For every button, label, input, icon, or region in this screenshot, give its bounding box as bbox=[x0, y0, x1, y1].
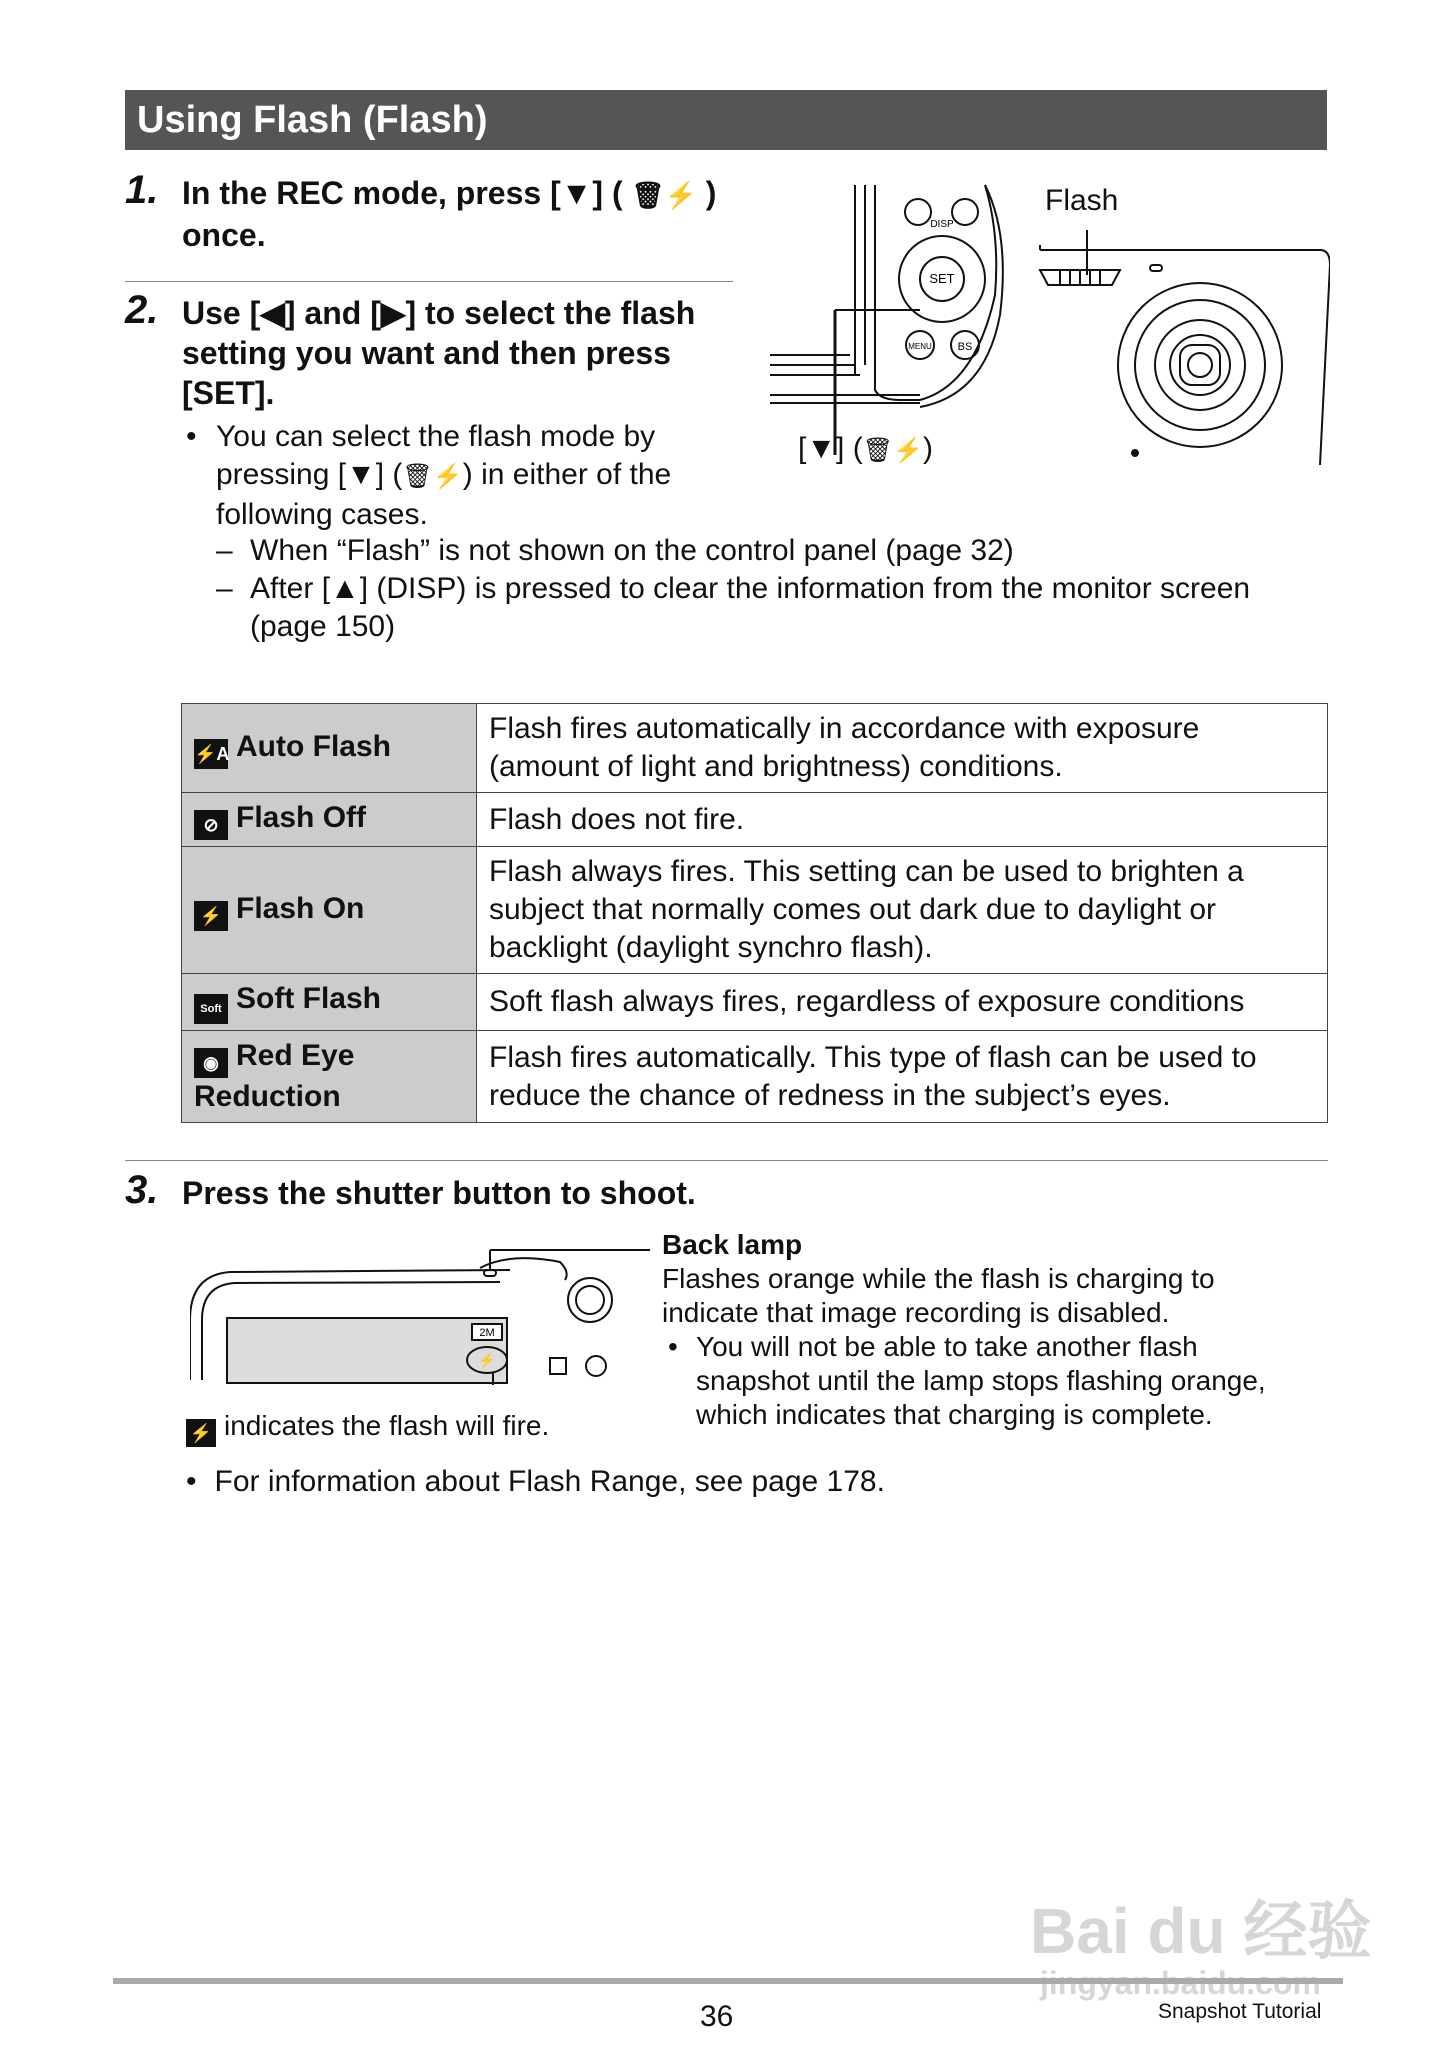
back-lamp-bullet-3: which indicates that charging is complete. bbox=[696, 1399, 1213, 1430]
step-2-text bbox=[182, 293, 742, 413]
mode-name: Flash On bbox=[236, 891, 365, 925]
mode-desc: reduce the chance of redness in the subject’s eyes. bbox=[489, 1078, 1171, 1112]
set-label: SET bbox=[929, 271, 955, 286]
trash-flash-icon: 🗑⚡ bbox=[402, 463, 463, 490]
back-lamp-desc-2: indicate that image recording is disabled. bbox=[662, 1297, 1170, 1328]
back-lamp-title: Back lamp bbox=[662, 1229, 803, 1260]
step-2-line2: setting you want and then press bbox=[182, 335, 671, 371]
back-lamp-diagram bbox=[190, 1240, 650, 1385]
down-button-callout bbox=[798, 430, 933, 470]
mode-desc: Flash fires automatically. This type of flash can be used to bbox=[489, 1040, 1257, 1074]
dash-item-1: When “Flash” is not shown on the control panel (page 32) bbox=[250, 534, 1014, 567]
mode-desc: backlight (daylight synchro flash). bbox=[489, 931, 933, 964]
flash-mode-table bbox=[181, 703, 1328, 1123]
flash-range-text: For information about Flash Range, see page 178. bbox=[214, 1465, 885, 1498]
back-lamp-bullet-2: snapshot until the lamp stops flashing orange, bbox=[696, 1365, 1266, 1396]
footer-rule bbox=[113, 1978, 1343, 1984]
step-2-line3: [SET]. bbox=[182, 375, 275, 411]
flash-range-note: • For information about Flash Range, see page 178. bbox=[186, 1465, 885, 1498]
section-header: Using Flash (Flash) bbox=[125, 90, 1327, 150]
svg-text:2M: 2M bbox=[479, 1327, 495, 1339]
step-1-line1: In the REC mode, press [▼] ( bbox=[182, 175, 623, 211]
mode-name: Flash Off bbox=[236, 801, 367, 834]
step-3-number: 3. bbox=[125, 1168, 159, 1212]
step-2-line1: Use [◀] and [▶] to select the flash bbox=[182, 295, 696, 331]
mode-name: Reduction bbox=[194, 1080, 341, 1113]
step-1-number: 1. bbox=[125, 168, 159, 212]
dash-list: – When “Flash” is not shown on the control panel (page 32) – After [▲] (DISP) is pressed to clear the information from the monitor screen (page 150) bbox=[216, 534, 1251, 643]
step-3-text: Press the shutter button to shoot. bbox=[182, 1175, 696, 1211]
flash-on-icon: ⚡ bbox=[186, 1419, 216, 1447]
soft-flash-icon: Soft bbox=[194, 994, 228, 1024]
table-row bbox=[182, 1031, 1328, 1123]
step-2-bullet: • You can select the flash mode by pressing [▼] (🗑⚡) in either of the following cases. bbox=[186, 420, 672, 531]
dash-item-2b: (page 150) bbox=[250, 610, 396, 643]
down-button-label-end: ) bbox=[923, 432, 934, 465]
table-row bbox=[182, 704, 1328, 793]
trash-flash-icon: 🗑⚡ bbox=[862, 437, 924, 464]
bs-label: BS bbox=[957, 341, 973, 353]
mode-desc: Soft flash always fires, regardless of exposure conditions bbox=[489, 985, 1245, 1018]
baidu-watermark-logo: Bai du 经验 bbox=[1030, 1895, 1372, 1967]
dash-item-2a: After [▲] (DISP) is pressed to clear the information from the monitor screen bbox=[250, 572, 1251, 605]
mode-desc: Flash fires automatically in accordance with exposure bbox=[489, 712, 1200, 745]
disp-label: DISP bbox=[930, 219, 954, 230]
step-2-number: 2. bbox=[125, 288, 159, 332]
menu-label: MENU bbox=[908, 342, 932, 351]
down-button-label: [▼] ( bbox=[798, 432, 863, 465]
page-number: 36 bbox=[700, 2000, 734, 2033]
mode-name: Auto Flash bbox=[236, 729, 391, 763]
step-1-line2: once. bbox=[182, 217, 266, 253]
bullet-line2-end: ) in either of the bbox=[462, 458, 672, 491]
table-row bbox=[182, 974, 1328, 1031]
mode-desc: (amount of light and brightness) conditions. bbox=[489, 750, 1063, 783]
section-name: Snapshot Tutorial bbox=[1158, 2000, 1322, 2023]
bullet-line3: following cases. bbox=[216, 498, 428, 531]
trash-flash-icon: 🗑⚡ bbox=[631, 180, 697, 210]
mode-name: Red Eye bbox=[236, 1039, 355, 1072]
flash-icon-note-text: indicates the flash will fire. bbox=[224, 1410, 550, 1441]
mode-desc: Flash always fires. This setting can be used to brighten a bbox=[489, 855, 1244, 888]
flash-callout-label: Flash bbox=[1045, 184, 1119, 217]
step-1-text bbox=[182, 173, 742, 255]
back-lamp-bullet-1: You will not be able to take another flash bbox=[696, 1331, 1198, 1362]
flash-icon-note bbox=[186, 1410, 549, 1447]
svg-text:⚡: ⚡ bbox=[478, 1352, 496, 1368]
bullet-line2: pressing [▼] ( bbox=[216, 458, 403, 491]
auto-flash-icon: ⚡A bbox=[194, 739, 228, 769]
step-divider bbox=[125, 1160, 1328, 1161]
mode-desc: subject that normally comes out dark due to daylight or bbox=[489, 893, 1217, 926]
step-1-line1-end: ) bbox=[705, 175, 717, 211]
flash-off-icon: ⊘ bbox=[194, 810, 228, 840]
bullet-line1: You can select the flash mode by bbox=[216, 420, 656, 453]
back-lamp-desc-1: Flashes orange while the flash is charging to bbox=[662, 1263, 1215, 1294]
red-eye-icon: ◉ bbox=[194, 1048, 228, 1078]
mode-desc: Flash does not fire. bbox=[489, 802, 745, 836]
table-row bbox=[182, 847, 1328, 974]
back-lamp-callout: Back lamp Flashes orange while the flash is charging to indicate that image recording is disabled. • You will not be able to take another flash snapshot until the lamp stops flashing orange, which indicates that charging is complete. bbox=[662, 1228, 1332, 1432]
flash-on-icon: ⚡ bbox=[194, 901, 228, 931]
table-row bbox=[182, 793, 1328, 847]
mode-name: Soft Flash bbox=[236, 982, 382, 1015]
step-divider bbox=[125, 281, 733, 282]
